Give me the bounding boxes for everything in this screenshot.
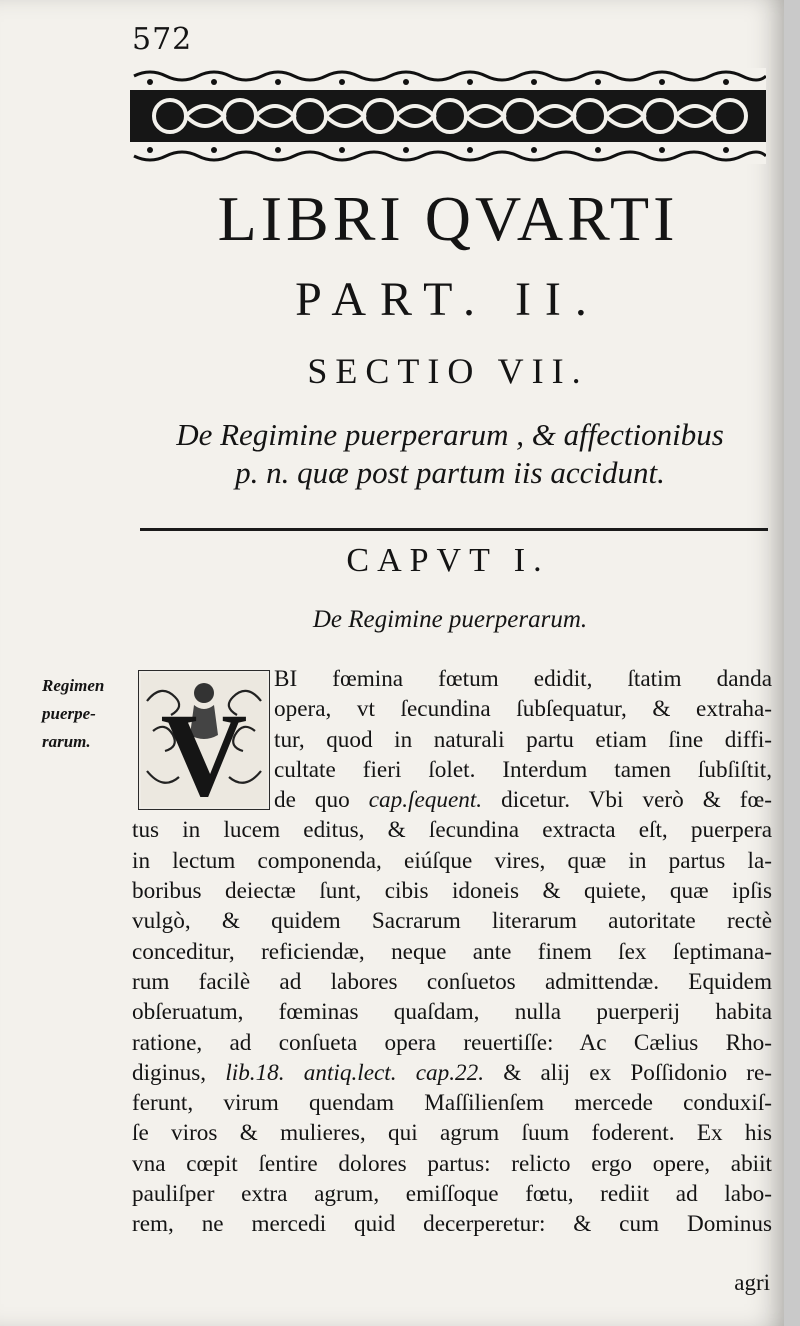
text-line: opera, vt ſecundina ſubſequatur, & extraha- [274,696,772,723]
part-title: PART. II. [295,273,601,326]
chapter-body-text [132,664,772,1240]
text-line: ſe viros & mulieres, qui agrum ſuum foderent. Ex his [132,1120,772,1147]
text-line: tus in lucem editus, & ſecundina extracta eſt, puerpera [132,817,772,844]
decorative-headpiece [130,68,766,164]
chapter-title: CAPVT I. [346,542,550,579]
text-line: rum facilè ad labores conſuetos admittendæ. Equidem [132,968,772,995]
text-line: conceditur, reficiendæ, neque ante finem ſex ſeptimana- [132,938,772,965]
text-line: obſeruatum, fœminas quaſdam, nulla puerperij habita [132,999,772,1026]
subtitle-line-1: De Regimine puerperarum , & affectionibus [176,417,724,452]
text-line: BI fœmina fœtum edidit, ſtatim danda [274,666,772,692]
text-line: tur, quod in naturali partu etiam ſine diffi- [274,726,772,753]
subtitle-line-2: p. n. quæ post partum iis accidunt. [235,455,665,490]
text-line: ratione, ad conſueta opera reuertiſſe: Ac Cælius Rho- [132,1029,772,1056]
text-line: de quo cap.ſequent. dicetur. Vbi verò & fœ- [274,787,773,814]
drop-cap-letter: V [160,688,248,809]
text-line: boribus deiectæ ſunt, cibis idoneis & quiete, quæ ipſis [132,878,772,905]
marginal-note: Regimen puerpe-rarum. [42,676,105,751]
text-line: vulgò, & quidem Sacrarum literarum autoritate rectè [132,908,772,935]
text-line: diginus, lib.18. antiq.lect. cap.22. & alij ex Poſſidonio re- [132,1059,772,1086]
catchword: agri [734,1270,770,1295]
chapter-subtitle: De Regimine puerperarum. [312,606,588,633]
text-line: pauliſper extra agrum, emiſſoque fœtu, rediit ad labo- [132,1181,772,1208]
horizontal-rule [140,528,768,531]
text-line: in lectum componenda, eiúſque vires, quæ in partus la- [132,847,772,874]
text-line: rem, ne mercedi quid decerperetur: & cum Dominus [132,1211,772,1238]
text-line: ferunt, virum quendam Maſſilienſem mercede conduxiſ- [132,1090,772,1117]
book-title: LIBRI QVARTI [217,183,679,254]
page-number: 572 [132,22,193,57]
section-title: SECTIO VII. [307,351,589,391]
section-subtitle [132,416,768,492]
text-line: cultate fieri ſolet. Interdum tamen ſubſiſtit, [274,756,772,783]
text-line: vna cœpit ſentire dolores partus: relicto ergo opere, abiit [132,1150,772,1177]
